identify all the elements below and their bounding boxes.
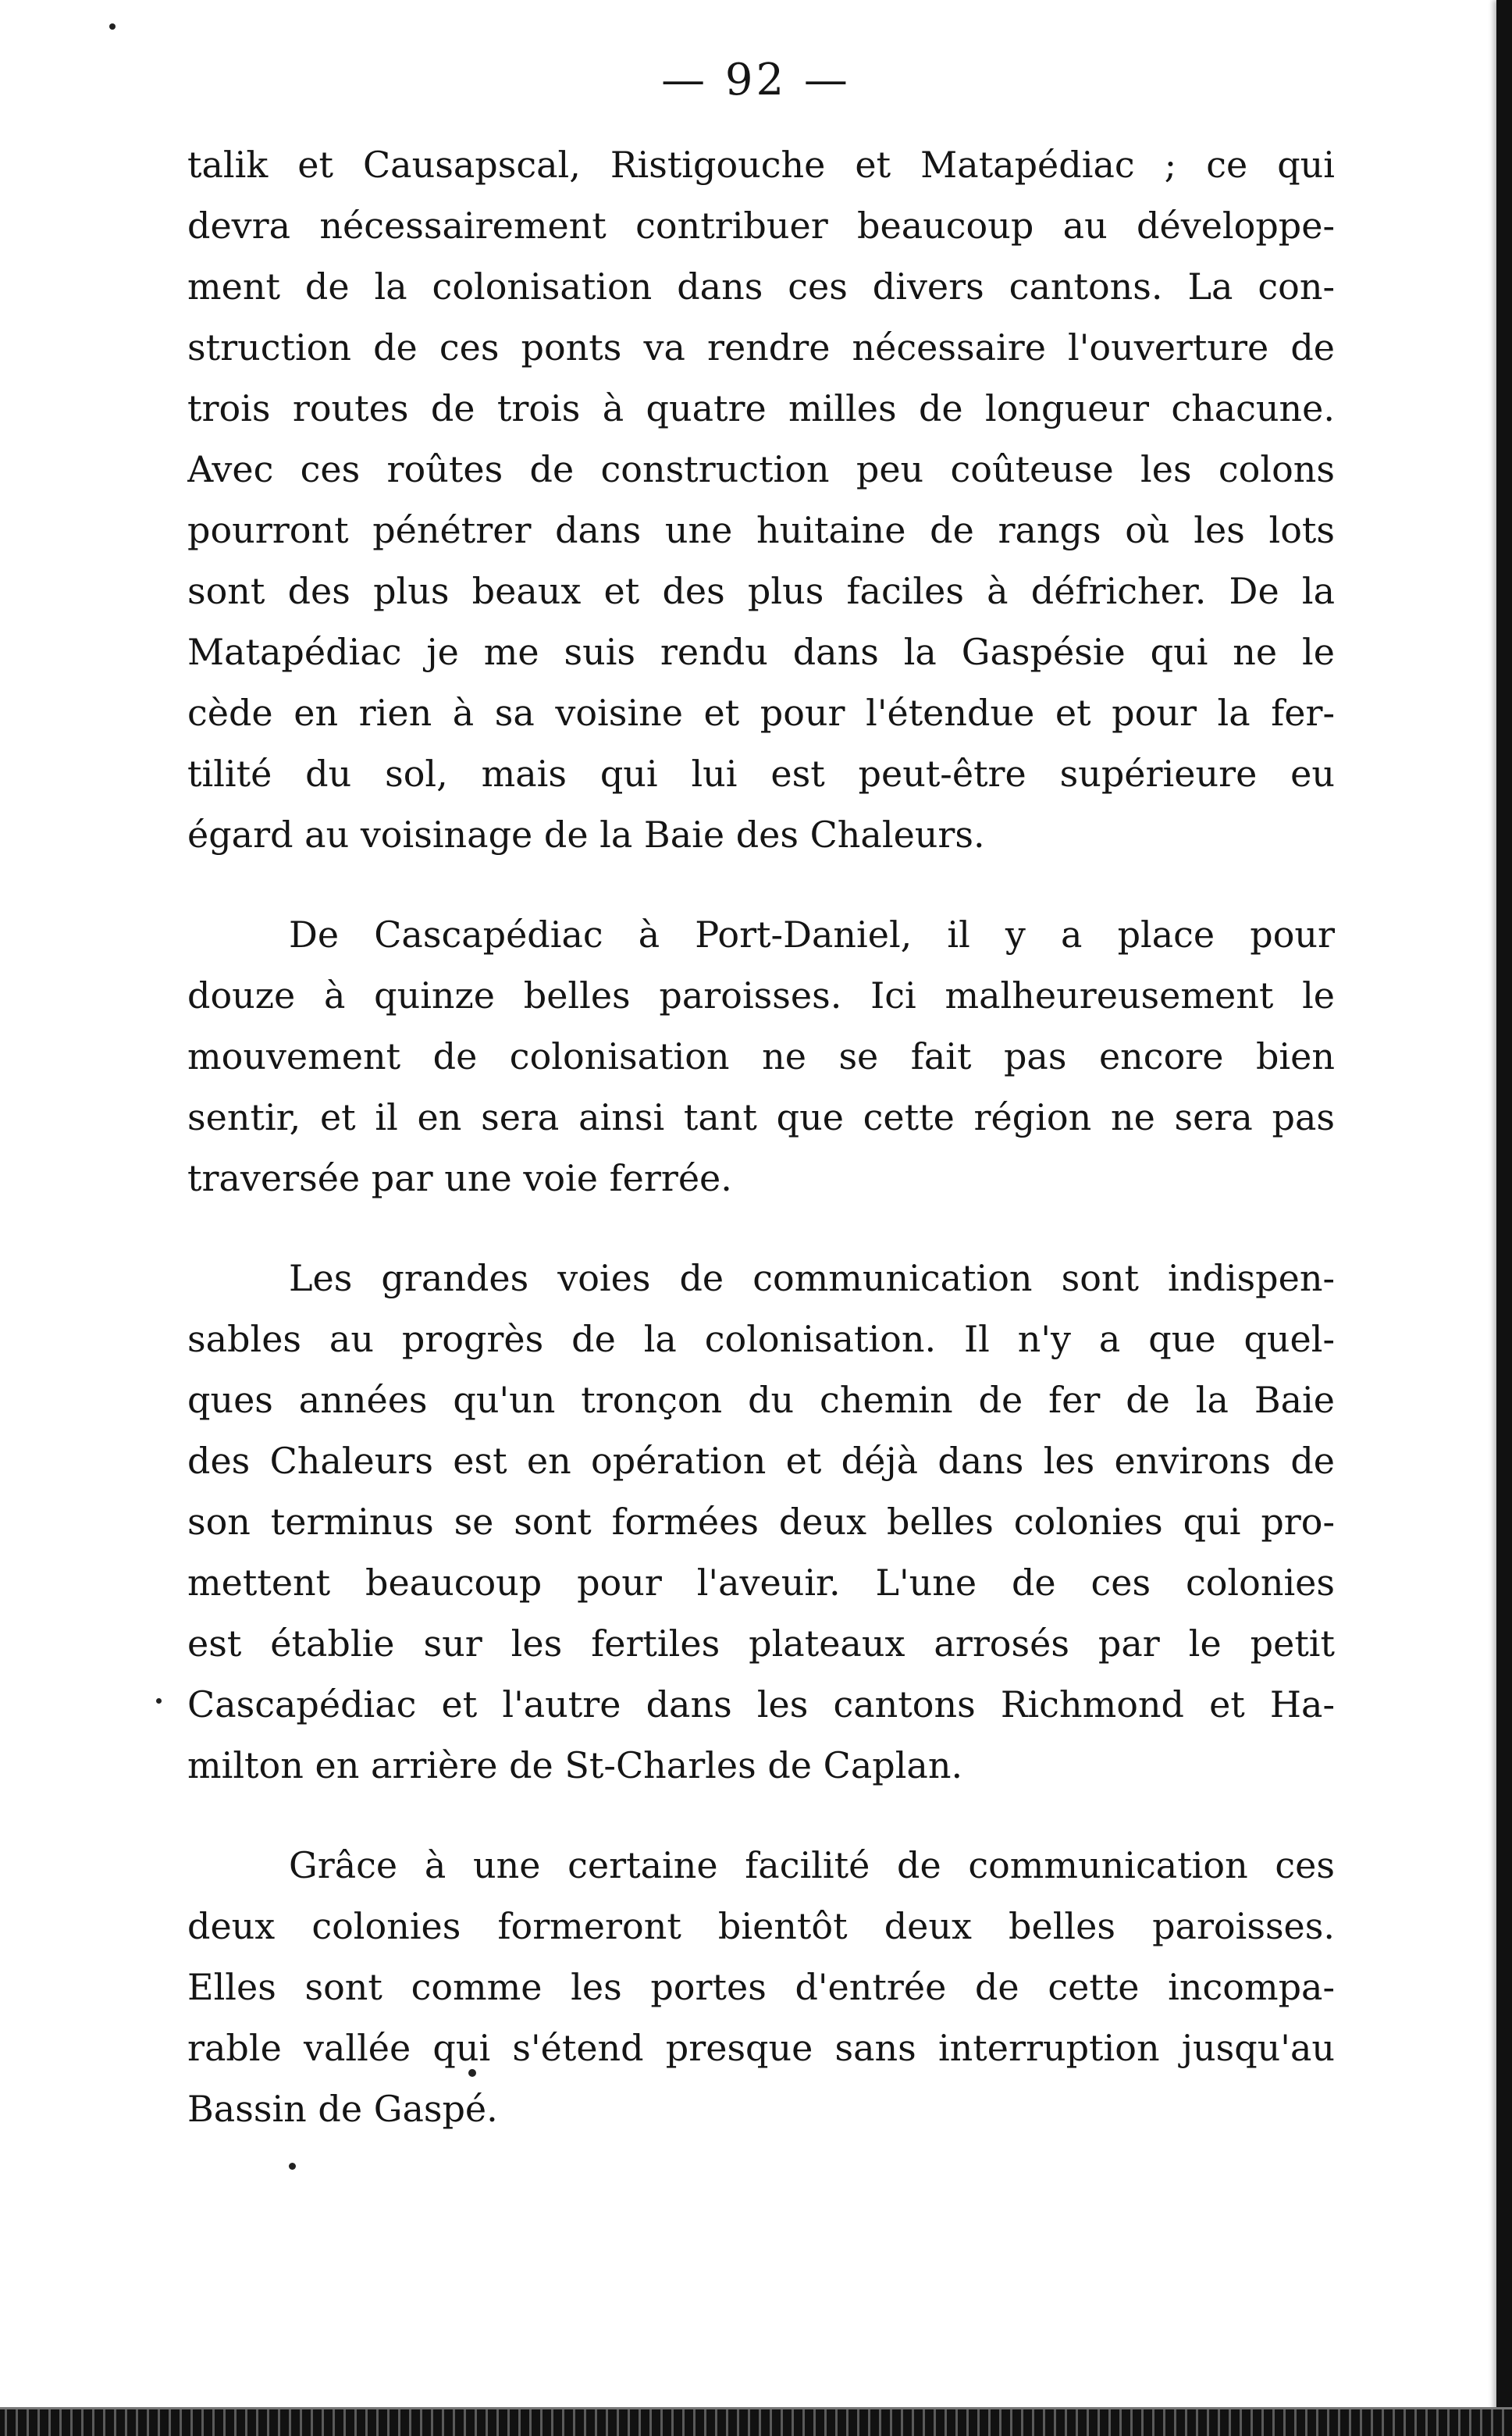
- scan-speck: [289, 2163, 296, 2170]
- text-line: sentir, et il en sera ainsi tant que cette région ne sera pas: [187, 1096, 1335, 1138]
- text-line: douze à quinze belles paroisses. Ici malheureusement le: [187, 974, 1335, 1017]
- text-line: Cascapédiac et l'autre dans les cantons Richmond et Ha-: [187, 1683, 1335, 1726]
- scan-edge-bottom: [0, 2407, 1512, 2436]
- text-line: Avec ces roûtes de construction peu coûteuse les colons: [187, 448, 1335, 490]
- scan-speck: [109, 23, 116, 30]
- text-line: son terminus se sont formées deux belles colonies qui pro-: [187, 1501, 1335, 1543]
- text-line: Grâce à une certaine facilité de communication ces: [289, 1844, 1335, 1886]
- text-body: [187, 134, 1335, 2139]
- text-line: cède en rien à sa voisine et pour l'étendue et pour la fer-: [187, 692, 1335, 734]
- text-line: trois routes de trois à quatre milles de longueur chacune.: [187, 387, 1335, 429]
- text-line: Matapédiac je me suis rendu dans la Gaspésie qui ne le: [187, 631, 1335, 673]
- paragraph-2: [187, 904, 1335, 1209]
- scan-speck: [156, 1698, 162, 1704]
- paragraph-3: [187, 1248, 1335, 1796]
- paragraph-4: [187, 1835, 1335, 2139]
- text-line: est établie sur les fertiles plateaux arrosés par le petit: [187, 1622, 1335, 1665]
- page-number: — 92 —: [661, 55, 851, 105]
- text-line: Bassin de Gaspé.: [187, 2088, 498, 2130]
- paragraph-1: [187, 134, 1335, 865]
- text-line: mouvement de colonisation ne se fait pas encore bien: [187, 1035, 1335, 1077]
- text-line: tilité du sol, mais qui lui est peut-être supérieure eu: [187, 753, 1335, 795]
- text-line: Elles sont comme les portes d'entrée de cette incompa-: [187, 1966, 1335, 2008]
- text-line: milton en arrière de St-Charles de Caplan.: [187, 1744, 963, 1786]
- text-line: devra nécessairement contribuer beaucoup au développe-: [187, 205, 1335, 247]
- text-line: ques années qu'un tronçon du chemin de fer de la Baie: [187, 1379, 1335, 1421]
- text-line: sont des plus beaux et des plus faciles à défricher. De la: [187, 570, 1335, 612]
- text-line: égard au voisinage de la Baie des Chaleurs.: [187, 814, 985, 856]
- text-line: rable vallée qui s'étend presque sans interruption jusqu'au: [187, 2027, 1335, 2069]
- text-line: des Chaleurs est en opération et déjà dans les environs de: [187, 1440, 1335, 1482]
- text-line: deux colonies formeront bientôt deux belles paroisses.: [187, 1905, 1335, 1947]
- text-line: talik et Causapscal, Ristigouche et Matapédiac ; ce qui: [187, 144, 1335, 186]
- text-line: traversée par une voie ferrée.: [187, 1157, 732, 1199]
- text-line: mettent beaucoup pour l'aveuir. L'une de ces colonies: [187, 1562, 1335, 1604]
- text-line: struction de ces ponts va rendre nécessaire l'ouverture de: [187, 326, 1335, 369]
- text-line: sables au progrès de la colonisation. Il n'y a que quel-: [187, 1318, 1335, 1360]
- text-line: pourront pénétrer dans une huitaine de rangs où les lots: [187, 509, 1335, 551]
- scan-edge-right: [1496, 0, 1512, 2436]
- text-line: De Cascapédiac à Port-Daniel, il y a place pour: [289, 914, 1335, 956]
- scan-speck: [468, 2069, 476, 2077]
- text-line: ment de la colonisation dans ces divers cantons. La con-: [187, 265, 1335, 308]
- text-line: Les grandes voies de communication sont indispen-: [289, 1257, 1335, 1299]
